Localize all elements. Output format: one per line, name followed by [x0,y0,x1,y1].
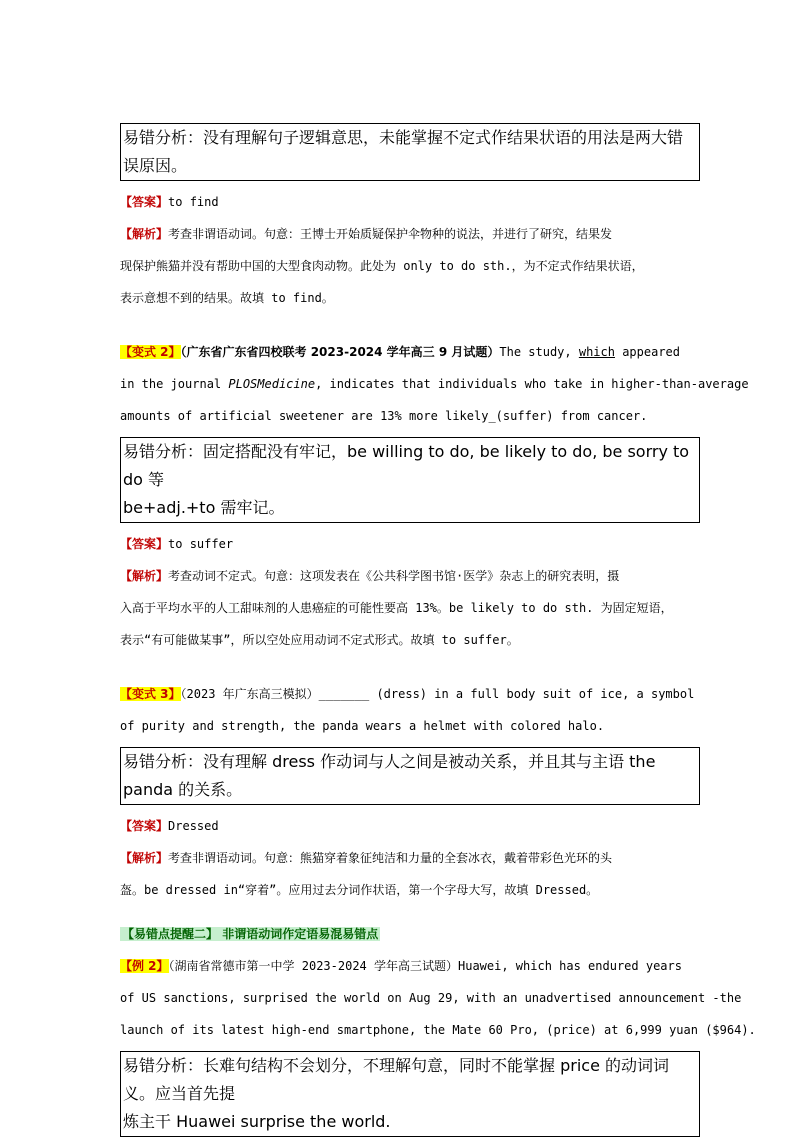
question-line [120,950,700,982]
error-analysis-text: 易错分析：没有理解句子逻辑意思，未能掌握不定式作结果状语的用法是两大错误原因。 [123,128,684,175]
example-tag: 【例 2】 [120,959,169,973]
error-analysis-box [120,437,700,523]
question-text: appeared [614,345,681,359]
error-analysis-box [120,123,700,181]
explanation-tag: 【解析】 [120,851,169,865]
error-analysis-text: 易错分析：固定搭配没有牢记，be willing to do, be likely to do, be sorry to do 等 [123,442,690,489]
error-analysis-text: 易错分析：没有理解 dress 作动词与人之间是被动关系，并且其与主语 the panda 的关系。 [123,752,656,799]
document-page [120,118,756,1142]
question-text: （湖南省常德市第一中学 2023-2024 学年高三试题）Huawei, which has endured years [168,959,682,973]
error-analysis-box [120,1051,700,1137]
explanation-line: 表示“有可能做某事”，所以空处应用动词不定式形式。故填 to suffer。 [120,633,519,647]
journal-name: PLOSMedicine [228,377,316,391]
section-heading-label [120,927,380,941]
question-text: The study, [499,345,579,359]
explanation-text: 考查非谓语动词。句意：熊猫穿着象征纯洁和力量的全套冰衣，戴着带彩色光环的头 [168,851,613,865]
section-heading-text: 非谓语动词作定语易混易错点 [218,927,379,941]
underlined-word: which [578,345,615,359]
explanation-line [120,842,700,874]
answer-text: to suffer [168,537,234,551]
question-text: （2023 年广东高三模拟）_______ (dress) in a full body suit of ice, a symbol [180,687,695,701]
question-text: , indicates that individuals who take in higher-than-average [315,377,749,391]
explanation-line: 表示意想不到的结果。故填 to find。 [120,291,334,305]
answer-tag: 【答案】 [120,819,169,833]
answer-line [120,186,700,218]
error-analysis-box [120,747,700,805]
section-heading-tag: 【易错点提醒二】 [122,927,219,941]
answer-text: Dressed [168,819,219,833]
explanation-line: 现保护熊猫并没有帮助中国的大型食肉动物。此处为 only to do sth.，为不定式作结果状语， [120,259,644,273]
explanation-line: 盔。be dressed in“穿着”。应用过去分词作状语，第一个字母大写，故填 Dressed。 [120,883,599,897]
variant-tag: 【变式 3】 [120,687,181,701]
question-line [120,368,749,400]
explanation-text: 考查动词不定式。句意：这项发表在《公共科学图书馆·医学》杂志上的研究表明，摄 [168,569,620,583]
error-analysis-text: 易错分析：长难句结构不会划分，不理解句意，同时不能掌握 price 的动词词义。应当首先提 [123,1056,669,1103]
question-source: （广东省广东省四校联考 2023-2024 学年高三 9 月试题） [180,345,500,359]
error-analysis-text: 炼主干 Huawei surprise the world. [123,1112,391,1131]
explanation-tag: 【解析】 [120,227,169,241]
explanation-text: 考查非谓语动词。句意：王博士开始质疑保护伞物种的说法，并进行了研究，结果发 [168,227,613,241]
question-line: of purity and strength, the panda wears a helmet with colored halo. [120,719,605,733]
answer-tag: 【答案】 [120,195,169,209]
explanation-tag: 【解析】 [120,569,169,583]
question-line [120,336,700,368]
explanation-line [120,218,700,250]
section-heading [120,918,700,950]
question-line: of US sanctions, surprised the world on Aug 29, with an unadvertised announcement -the [120,991,742,1005]
answer-text: to find [168,195,219,209]
variant-tag: 【变式 2】 [120,345,181,359]
question-text: in the journal [120,377,229,391]
explanation-line [120,560,700,592]
question-line: amounts of artificial sweetener are 13% more likely_(suffer) from cancer. [120,409,648,423]
answer-line [120,528,700,560]
question-line [120,678,700,710]
error-analysis-text: be+adj.+to 需牢记。 [123,498,285,517]
explanation-line: 入高于平均水平的人工甜味剂的人患癌症的可能性要高 13%。be likely to do sth. 为固定短语， [120,601,673,615]
answer-line [120,810,700,842]
answer-tag: 【答案】 [120,537,169,551]
question-line: launch of its latest high-end smartphone, the Mate 60 Pro, (price) at 6,999 yuan ($964). [120,1023,756,1037]
